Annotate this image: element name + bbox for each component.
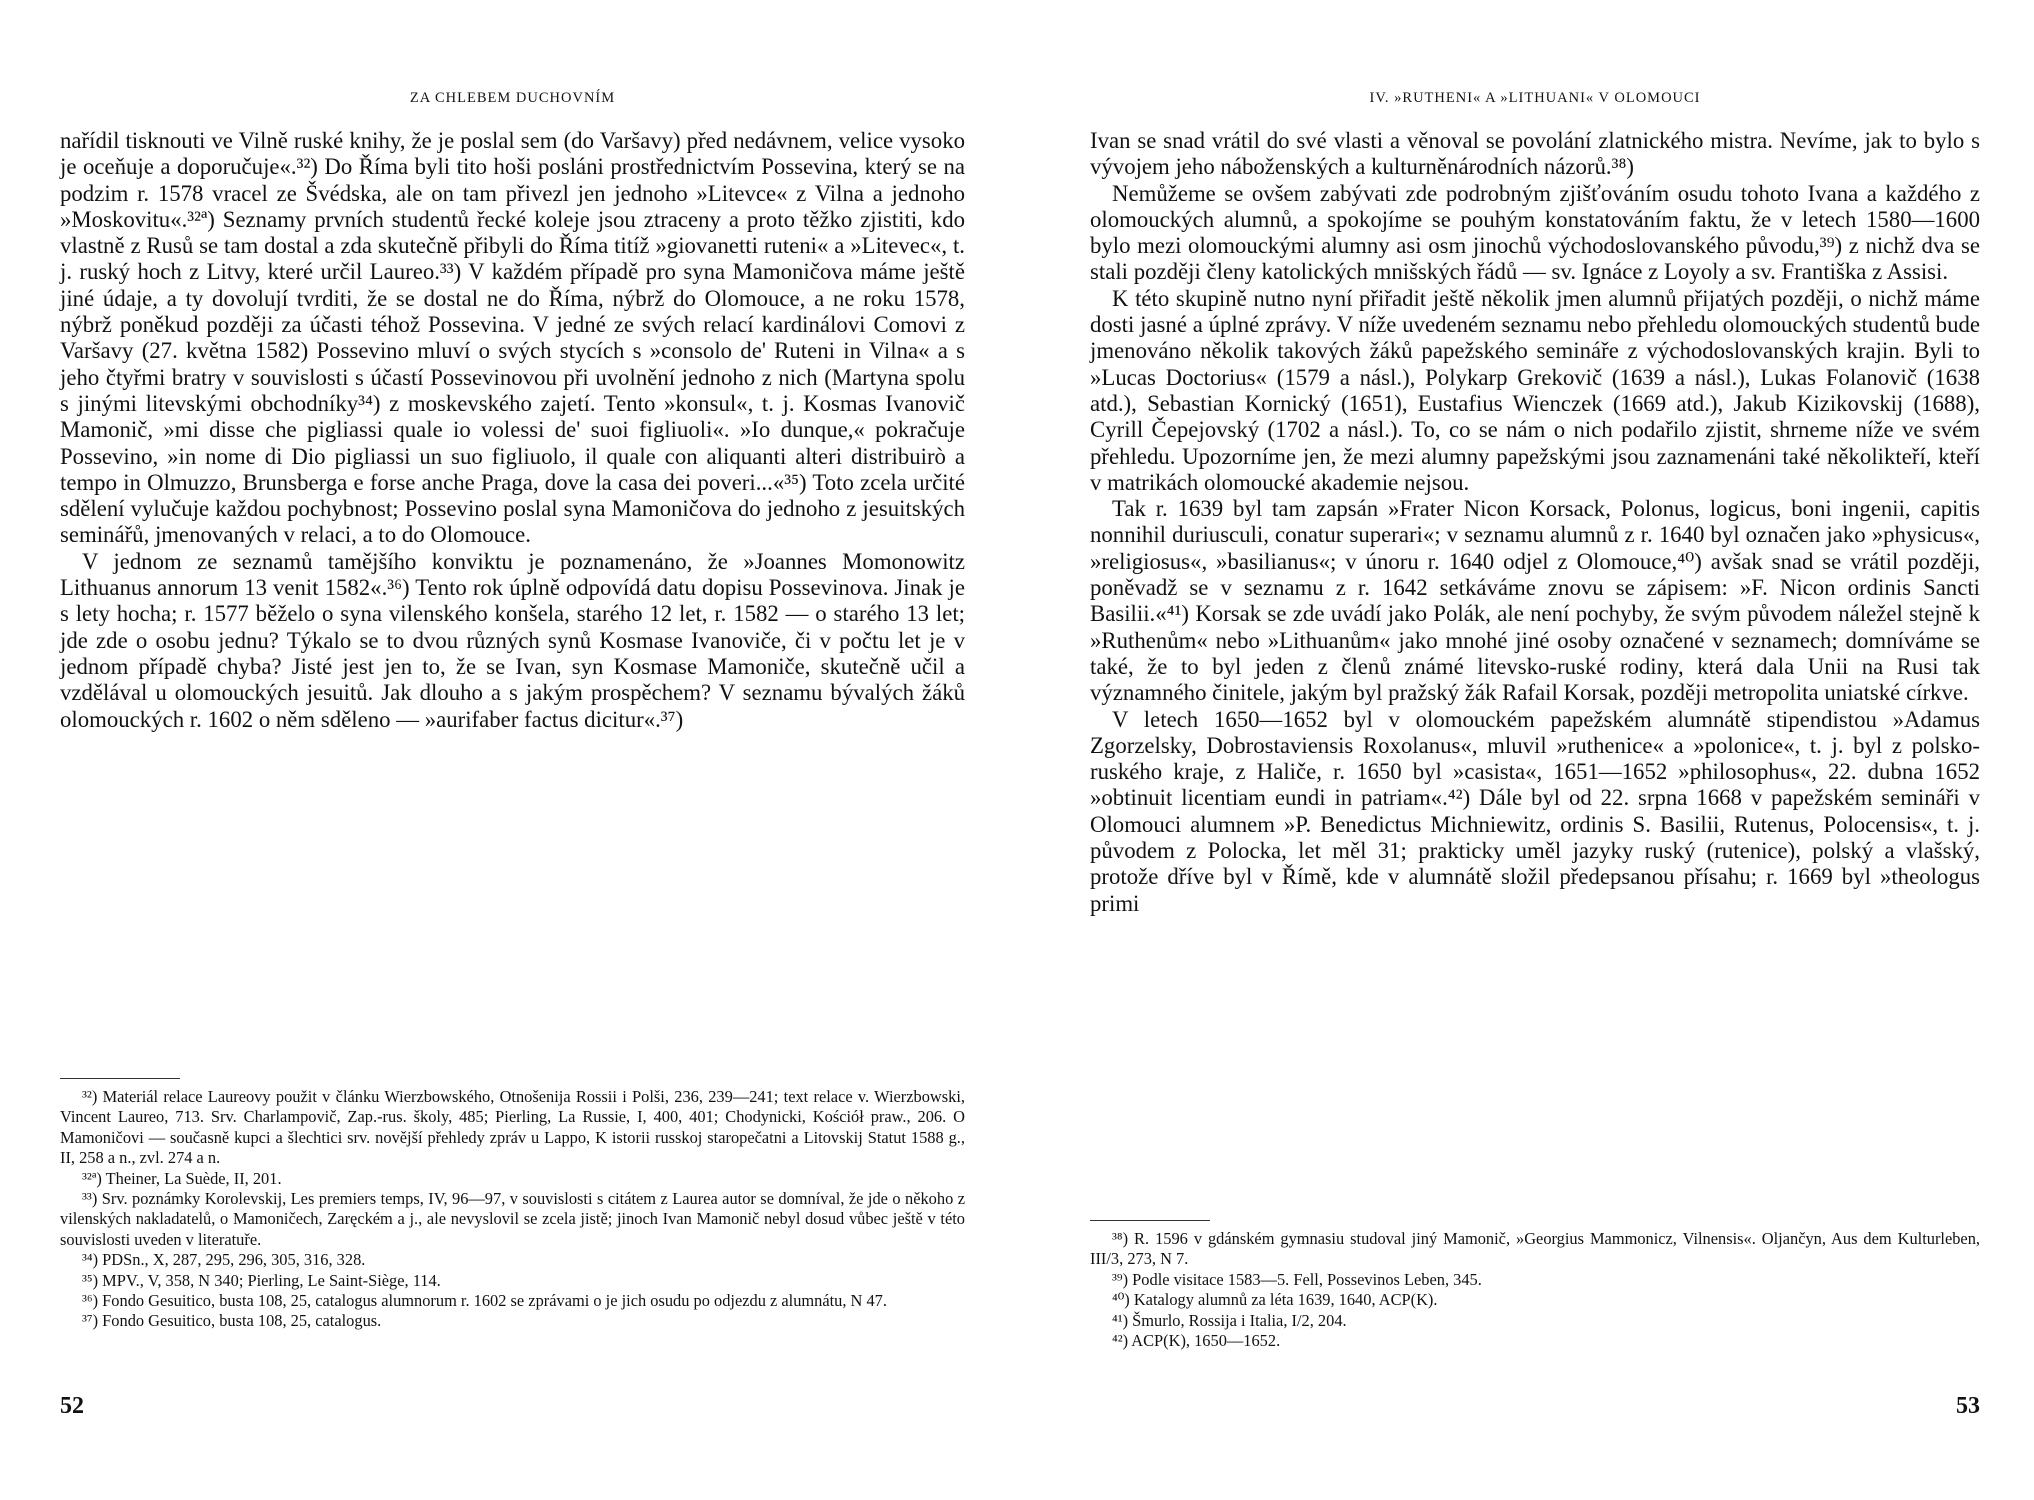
left-footnote-rule: [60, 1078, 180, 1079]
right-paragraph-2: Nemůžeme se ovšem zabývati zde podrobným zjišťováním osudu tohoto Ivana a každého z olomouckých alumnů, a spokojíme se pouhým konstatováním faktu, že v letech 1580—1600 bylo mezi olomouckými alumny asi osm jinochů východoslovanského původu,³⁹) z nichž dva se stali později členy katolických mnišských řádů — sv. Ignáce z Loyoly a sv. Františka z Assisi.: [1090, 180, 1980, 285]
right-body-text: [1090, 128, 1980, 917]
right-page-number: 53: [1956, 1393, 1980, 1419]
left-running-head: ZA CHLEBEM DUCHOVNÍM: [409, 90, 616, 106]
footnote-42: ⁴²) ACP(K), 1650—1652.: [1112, 1331, 1281, 1351]
footnote-41: ⁴¹) Šmurlo, Rossija i Italia, I/2, 204.: [1112, 1310, 1347, 1330]
left-footnotes: [60, 1087, 965, 1332]
right-footnotes: [1090, 1229, 1980, 1351]
right-paragraph-3: K této skupině nutno nyní přiřadit ještě několik jmen alumnů přijatých později, o nichž máme dosti jasné a úplné zprávy. V níže uvedeném seznamu nebo přehledu olomouckých studentů bude jmenováno několik takových žáků papežského semináře z východoslovanských krajin. Byli to »Lucas Doctorius« (1579 a násl.), Polykarp Grekovič (1639 a násl.), Lukas Folanovič (1638 atd.), Sebastian Kornický (1651), Eustafius Wienczek (1669 atd.), Jakub Kizikovskij (1688), Cyrill Čepejovský (1702 a násl.). To, co se nám o nich podařilo zjistit, shrneme níže ve svém přehledu. Upozorníme jen, že mezi alumny papežskými jsou zaznamenáni také několikteří, kteří v matrikách olomoucké akademie nejsou.: [1090, 285, 1980, 495]
footnote-38: ³⁸) R. 1596 v gdánském gymnasiu studoval jiný Mamonič, »Georgius Mammonicz, Vilnensis«. Oljančyn, Aus dem Kulturleben, III/3, 273, N 7.: [1090, 1229, 1980, 1269]
right-paragraph-1: Ivan se snad vrátil do své vlasti a věnoval se povolání zlatnického mistra. Nevíme, jak to bylo s vývojem jeho náboženských a kulturněnárodních názorů.³⁸): [1090, 128, 1980, 180]
footnote-34: ³⁴) PDSn., X, 287, 295, 296, 305, 316, 328.: [82, 1250, 366, 1270]
left-body-text: [60, 128, 965, 733]
left-paragraph-1: nařídil tisknouti ve Vilně ruské knihy, že je poslal sem (do Varšavy) před nedávnem, velice vysoko je oceňuje a doporučuje«.³²) Do Říma byli tito hoši posláni prostřednictvím Possevina, který se na podzim r. 1578 vracel ze Švédska, ale on tam přivezl jen jednoho »Litevce« z Vilna a jednoho »Moskovitu«.³²ª) Seznamy prvních studentů řecké koleje jsou ztraceny a proto těžko zjistiti, kdo vlastně z Rusů se tam dostal a zda skutečně přibyli do Říma titíž »giovanetti ruteni« a »Litevec«, t. j. ruský hoch z Litvy, které určil Laureo.³³) V každém případě pro syna Mamoničova máme ještě jiné údaje, a ty dovolují tvrditi, že se dostal ne do Říma, nýbrž do Olomouce, a ne roku 1578, nýbrž poněkud později za účasti téhož Possevina. V jedné ze svých relací kardinálovi Comovi z Varšavy (27. května 1582) Possevino mluví o svých stycích s »consolo de' Ruteni in Vilna« a s jeho čtyřmi bratry v souvislosti s účastí Possevinovou při uvolnění jednoho z nich (Martyna spolu s jinými litevskými obchodníky³⁴) z moskevského zajetí. Tento »konsul«, t. j. Kosmas Ivanovič Mamonič, »mi disse che pigliassi quale io volessi de' suoi figliuoli«. »Io dunque,« pokračuje Possevino, »in nome di Dio pigliassi un suo figliuolo, il quale con aliquanti alteri distribuirò a tempo in Olmuzzo, Brunsberga e forse anche Praga, dove la casa dei poveri...«³⁵) Toto zcela určité sdělení vylučuje každou pochybnost; Possevino poslal syna Mamoničova do jednoho z jesuitských seminářů, jmenovaných v relaci, a to do Olomouce.: [60, 128, 965, 548]
left-paragraph-2: V jednom ze seznamů tamějšího konviktu je poznamenáno, že »Joannes Momonowitz Lithuanus annorum 13 venit 1582«.³⁶) Tento rok úplně odpovídá datu dopisu Possevinova. Jinak je s lety hocha; r. 1577 běželo o syna vilenského konšela, starého 12 let, r. 1582 — o starého 13 let; jde zde o osobu jednu? Týkalo se to dvou různých synů Kosmase Ivanoviče, či v počtu let je v jednom případě chyba? Jisté jest jen to, že se Ivan, syn Kosmase Mamoniče, skutečně učil a vzdělával u olomouckých jesuitů. Jak dlouho a s jakým prospěchem? V seznamu bývalých žáků olomouckých r. 1602 o něm sděleno — »aurifaber factus dicitur«.³⁷): [60, 548, 965, 732]
footnote-39: ³⁹) Podle visitace 1583—5. Fell, Possevinos Leben, 345.: [1112, 1269, 1482, 1289]
footnote-37: ³⁷) Fondo Gesuitico, busta 108, 25, catalogus.: [82, 1311, 382, 1331]
right-running-head: IV. »RUTHENI« A »LITHUANI« V OLOMOUCI: [1369, 90, 1701, 106]
right-footnote-rule: [1090, 1220, 1210, 1221]
footnote-33: ³³) Srv. poznámky Korolevskij, Les premiers temps, IV, 96—97, v souvislosti s citátem z Laurea autor se domníval, že jde o někoho z vilenských nakladatelů, o Mamoničech, Zaręckém a j., ale nevyslovil se zcela jistě; jinoch Ivan Mamonič nebyl dosud vůbec ještě v této souvislosti uveden v literatuře.: [60, 1189, 965, 1249]
footnote-32a: ³²ª) Theiner, La Suède, II, 201.: [82, 1168, 282, 1188]
left-page-number: 52: [60, 1393, 84, 1419]
footnote-40: ⁴⁰) Katalogy alumnů za léta 1639, 1640, ACP(K).: [1112, 1290, 1438, 1310]
footnote-35: ³⁵) MPV., V, 358, N 340; Pierling, Le Saint-Siège, 114.: [82, 1270, 441, 1290]
right-paragraph-5: V letech 1650—1652 byl v olomouckém papežském alumnátě stipendistou »Adamus Zgorzelsky, Dobrostaviensis Roxolanus«, mluvil »ruthenice« a »polonice«, t. j. byl z polsko-ruského kraje, z Haliče, r. 1650 byl »casista«, 1651—1652 »philosophus«, 22. dubna 1652 »obtinuit licentiam eundi in patriam«.⁴²) Dále byl od 22. srpna 1668 v papežském semináři v Olomouci alumnem »P. Benedictus Michniewitz, ordinis S. Basilii, Rutenus, Polocensis«, t. j. původem z Polocka, let měl 31; prakticky uměl jazyky ruský (rutenice), polský a vlašský, protože dříve byl v Římě, kde v alumnátě složil předepsanou přísahu; r. 1669 byl »theologus primi: [1090, 706, 1980, 916]
footnote-36: ³⁶) Fondo Gesuitico, busta 108, 25, catalogus alumnorum r. 1602 se zprávami o je jich osudu po odjezdu z alumnátu, N 47.: [82, 1291, 887, 1311]
right-page: [1090, 0, 1980, 1500]
footnote-32: ³²) Materiál relace Laureovy použit v článku Wierzbowského, Otnošenija Rossii i Polši, 236, 239—241; text relace v. Wierzbowski, Vincent Laureo, 713. Srv. Charlampovič, Zap.-rus. školy, 485; Pierling, La Russie, I, 400, 401; Chodynicki, Kościół praw., 206. O Mamoničovi — současně kupci a šlechtici srv. novější přehledy zpráv u Lappo, K istorii russkoj staropečatni a Litovskij Statut 1588 g., II, 258 a n., zvl. 274 a n.: [60, 1087, 965, 1168]
right-paragraph-4: Tak r. 1639 byl tam zapsán »Frater Nicon Korsack, Polonus, logicus, boni ingenii, capitis nonnihil duriusculi, conatur superari«; v seznamu alumnů z r. 1640 byl označen jako »physicus«, »religiosus«, »basilianus«; v únoru r. 1640 odjel z Olomouce,⁴⁰) avšak snad se vrátil později, poněvadž se v seznamu z r. 1642 setkáváme znovu se zápisem: »F. Nicon ordinis Sancti Basilii.«⁴¹) Korsak se zde uvádí jako Polák, ale není pochyby, že svým původem náležel stejně k »Ruthenům« nebo »Lithuanům« jako mnohé jiné osoby označené v seznamech; domníváme se také, že to byl jeden z členů známé litevsko-ruské rodiny, která dala Unii na Rusi tak významného činitele, jakým byl pražský žák Rafail Korsak, později metropolita uniatské církve.: [1090, 496, 1980, 706]
left-page: [60, 0, 965, 1500]
